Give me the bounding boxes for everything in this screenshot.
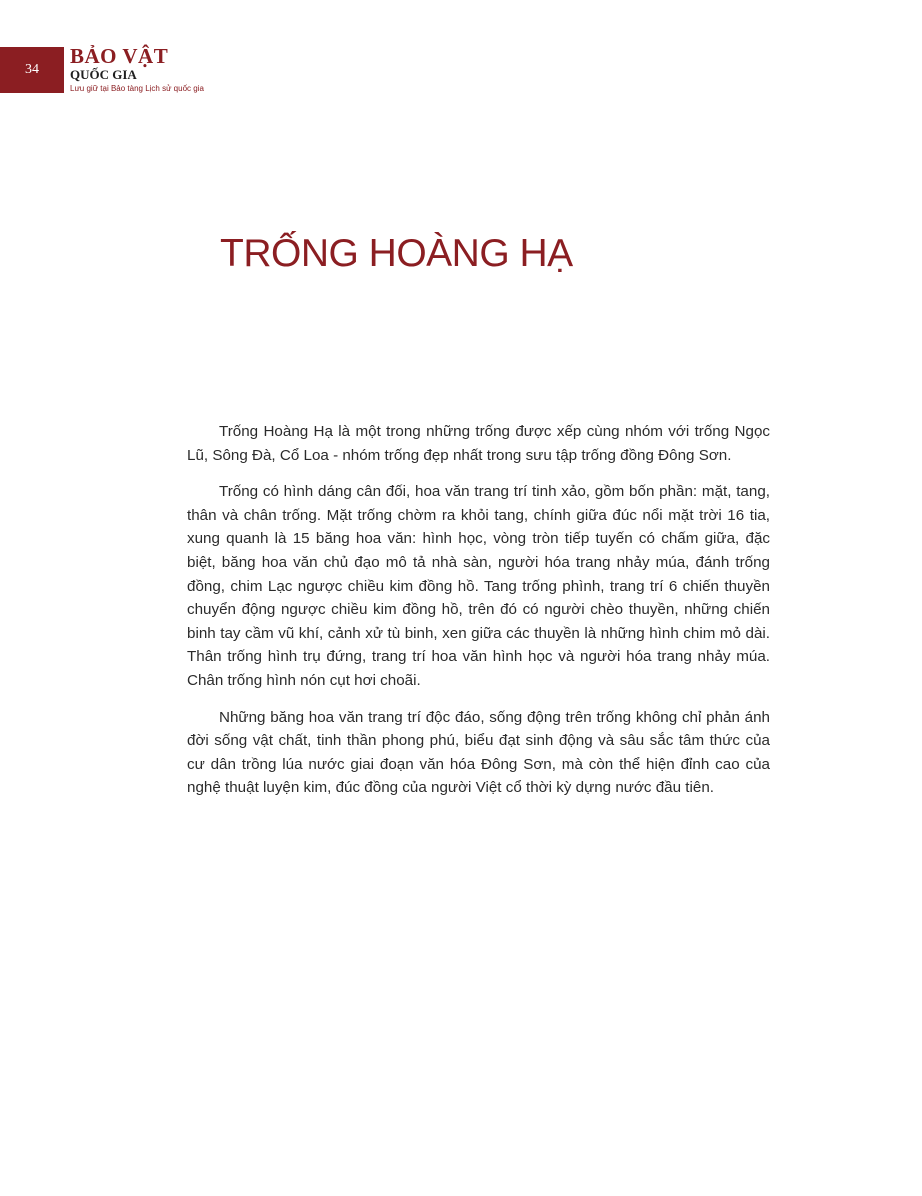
page-number-tab [0,47,64,93]
paragraph: Trống Hoàng Hạ là một trong những trống được xếp cùng nhóm với trống Ngọc Lũ, Sông Đà, Cổ Loa - nhóm trống đẹp nhất trong sưu tập trống đồng Đông Sơn. [187,423,770,464]
article-body [187,420,770,813]
brand-title: BẢO VẬT [70,44,169,68]
page-number: 34 [25,62,39,77]
article-title: TRỐNG HOÀNG HẠ [220,232,573,275]
paragraph: Những băng hoa văn trang trí độc đáo, sống động trên trống không chỉ phản ánh đời sống vật chất, tinh thần phong phú, biểu đạt sinh động và sâu sắc tâm thức của cư dân trồng lúa nước giai đoạn văn hóa Đông Sơn, mà còn thể hiện đỉnh cao của nghệ thuật luyện kim, đúc đồng của người Việt cổ thời kỳ dựng nước đầu tiên. [187,708,770,797]
book-brand [70,45,210,94]
brand-subtitle: QUỐC GIA [70,67,137,82]
brand-tagline: Lưu giữ tại Bảo tàng Lịch sử quốc gia [70,84,204,93]
paragraph: Trống có hình dáng cân đối, hoa văn trang trí tinh xảo, gồm bốn phần: mặt, tang, thân và chân trống. Mặt trống chờm ra khỏi tang, chính giữa đúc nổi mặt trời 16 tia, xung quanh là 15 băng hoa văn: hình học, vòng tròn tiếp tuyến có chấm giữa, đặc biệt, băng hoa văn chủ đạo mô tả nhà sàn, người hóa trang nhảy múa, đánh trống đồng, chim Lạc ngược chiều kim đồng hồ. Tang trống phình, trang trí 6 chiến thuyền chuyển động ngược chiều kim đồng hồ, trên đó có người chèo thuyền, những chiến binh tay cầm vũ khí, cảnh xử tù binh, xen giữa các thuyền là những hình chim mỏ dài. Thân trống hình trụ đứng, trang trí hoa văn hình học và người hóa trang nhảy múa. Chân trống hình nón cụt hơi choãi. [187,483,770,689]
